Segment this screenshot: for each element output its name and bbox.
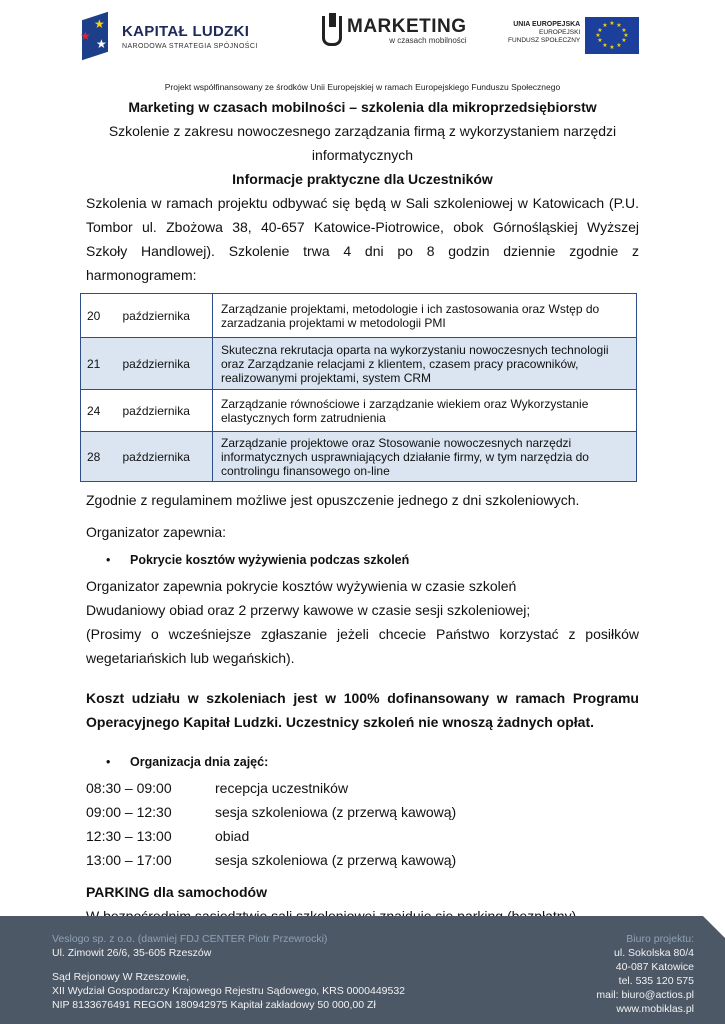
info-heading: Informacje praktyczne dla Uczestników bbox=[232, 171, 493, 187]
day-plan-row bbox=[86, 824, 639, 848]
day-plan-activity: sesja szkoleniowa (z przerwą kawową) bbox=[215, 804, 457, 820]
schedule-month: października bbox=[117, 294, 213, 338]
day-plan-time: 12:30 – 13:00 bbox=[86, 828, 172, 844]
catering-bullet-list bbox=[86, 550, 639, 570]
marketing-emblem bbox=[322, 16, 342, 46]
catering-line-3: (Prosimy o wcześniejsze zgłaszanie jeżeli chcecie Państwo korzystać z posiłków wegetariańskich lub wegańskich). bbox=[86, 626, 639, 666]
eu-flag-icon: ★ ★ ★ ★ ★ ★ ★ ★ ★ ★ ★ ★ bbox=[585, 17, 639, 54]
cofunding-note: Projekt współfinansowany ze środków Unii Europejskiej w ramach Europejskiego Funduszu Społecznego bbox=[164, 82, 561, 92]
footer-company-address: Ul. Zimowit 26/6, 35-605 Rzeszów bbox=[52, 947, 212, 959]
footer-office-email[interactable]: mail: biuro@actios.pl bbox=[596, 989, 694, 1001]
marketing-logo bbox=[322, 16, 467, 46]
footer-office-heading: Biuro projektu: bbox=[626, 933, 694, 945]
intro-paragraph: Szkolenia w ramach projektu odbywać się będą w Sali szkoleniowej w Katowicach (P.U. Tombor ul. Zbożowa 38, 40-657 Katowice-Piotrowice, obok Górnośląskiej Wyższej Szkoły Handlowej). Szkolenie trwa 4 dni po 8 godzin dziennie zgodnie z harmonogramem: bbox=[86, 195, 639, 283]
marketing-title: MARKETING bbox=[347, 16, 467, 37]
day-plan-time: 09:00 – 12:30 bbox=[86, 804, 172, 820]
eu-line-1: UNIA EUROPEJSKA bbox=[513, 21, 581, 28]
eu-logo bbox=[508, 17, 639, 54]
eu-line-2: EUROPEJSKI bbox=[539, 29, 581, 36]
organizer-heading: Organizator zapewnia: bbox=[86, 524, 227, 540]
schedule-day: 20 bbox=[81, 294, 117, 338]
footer-company-name: Veslogo sp. z o.o. (dawniej FDJ CENTER Piotr Przewrocki) bbox=[52, 933, 328, 945]
schedule-row bbox=[81, 390, 637, 432]
schedule-day: 28 bbox=[81, 432, 117, 482]
schedule-topic: Zarządzanie projektami, metodologie i ich zastosowania oraz Wstęp do zarzadzania projektami w metodologii PMI bbox=[213, 294, 637, 338]
day-plan-row bbox=[86, 800, 639, 824]
footer-court-line-2: XII Wydział Gospodarczy Krajowego Rejestru Sądowego, KRS 0000449532 bbox=[52, 985, 406, 997]
absence-note: Zgodnie z regulaminem możliwe jest opuszczenie jednego z dni szkoleniowych. bbox=[86, 492, 580, 508]
day-organization-bullet: • Organizacja dnia zajęć: bbox=[86, 752, 639, 772]
cost-note: Koszt udziału w szkoleniach jest w 100% dofinansowany w ramach Programu Operacyjnego Kapitał Ludzki. Uczestnicy szkoleń nie wnoszą żadnych opłat. bbox=[86, 690, 639, 730]
day-plan-time: 13:00 – 17:00 bbox=[86, 852, 172, 868]
schedule-month: października bbox=[117, 338, 213, 390]
marketing-subtitle: w czasach mobilności bbox=[389, 36, 467, 45]
kapital-ludzki-title: KAPITAŁ LUDZKI bbox=[122, 22, 250, 40]
schedule-topic: Zarządzanie równościowe i zarządzanie wiekiem oraz Wykorzystanie elastycznych form zatrudnienia bbox=[213, 390, 637, 432]
footer-company-info bbox=[52, 932, 405, 1012]
eu-line-3: FUNDUSZ SPOŁECZNY bbox=[508, 37, 581, 44]
schedule-day: 24 bbox=[81, 390, 117, 432]
schedule-day: 21 bbox=[81, 338, 117, 390]
parking-heading: PARKING dla samochodów bbox=[86, 884, 267, 900]
footer-office-website[interactable]: www.mobiklas.pl bbox=[616, 1003, 694, 1015]
footer-office-info bbox=[596, 932, 694, 1016]
footer-office-phone: tel. 535 120 575 bbox=[618, 975, 694, 987]
document-subtitle: Szkolenie z zakresu nowoczesnego zarządzania firmą z wykorzystaniem narzędzi informatycznych bbox=[108, 123, 617, 163]
footer-court-line-1: Sąd Rejonowy W Rzeszowie, bbox=[52, 971, 190, 983]
footer bbox=[0, 916, 725, 1024]
schedule-row bbox=[81, 432, 637, 482]
schedule-month: października bbox=[117, 432, 213, 482]
day-plan-activity: sesja szkoleniowa (z przerwą kawową) bbox=[215, 852, 457, 868]
schedule-topic: Zarządzanie projektowe oraz Stosowanie nowoczesnych narzędzi informatycznych usprawniających działanie firmy, w tym narzędzia do controlingu finansowego on-line bbox=[213, 432, 637, 482]
schedule-row bbox=[81, 294, 637, 338]
document-title: Marketing w czasach mobilności – szkolenia dla mikroprzedsiębiorstw bbox=[128, 99, 597, 115]
day-bullet-list bbox=[86, 752, 639, 772]
day-plan-activity: obiad bbox=[215, 828, 250, 844]
kapital-ludzki-logo bbox=[80, 12, 258, 60]
footer-office-street: ul. Sokolska 80/4 bbox=[614, 947, 694, 959]
day-plan-row bbox=[86, 776, 639, 800]
schedule-topic: Skuteczna rekrutacja oparta na wykorzystaniu nowoczesnych technologii oraz Zarządzanie relacjami z klientem, czasem pracy pracowników, realizowanymi projektami, system CRM bbox=[213, 338, 637, 390]
kapital-ludzki-emblem: ★ ★ ★ bbox=[80, 12, 114, 60]
schedule-row bbox=[81, 338, 637, 390]
document-body bbox=[86, 95, 639, 928]
schedule-month: października bbox=[117, 390, 213, 432]
header-logos bbox=[0, 0, 725, 80]
kapital-ludzki-subtitle: NARODOWA STRATEGIA SPÓJNOŚCI bbox=[122, 42, 258, 50]
catering-line-1: Organizator zapewnia pokrycie kosztów wyżywienia w czasie szkoleń bbox=[86, 578, 517, 594]
day-plan-row bbox=[86, 848, 639, 872]
catering-line-2: Dwudaniowy obiad oraz 2 przerwy kawowe w czasie sesji szkoleniowej; bbox=[86, 602, 531, 618]
footer-corner-fold bbox=[703, 916, 725, 938]
catering-bullet: • Pokrycie kosztów wyżywienia podczas szkoleń bbox=[86, 550, 639, 570]
footer-company-ids: NIP 8133676491 REGON 180942975 Kapitał zakładowy 50 000,00 Zł bbox=[52, 999, 376, 1011]
footer-office-city: 40-087 Katowice bbox=[615, 961, 694, 973]
day-plan-time: 08:30 – 09:00 bbox=[86, 780, 172, 796]
schedule-table bbox=[80, 293, 637, 482]
day-plan-activity: recepcja uczestników bbox=[215, 780, 349, 796]
